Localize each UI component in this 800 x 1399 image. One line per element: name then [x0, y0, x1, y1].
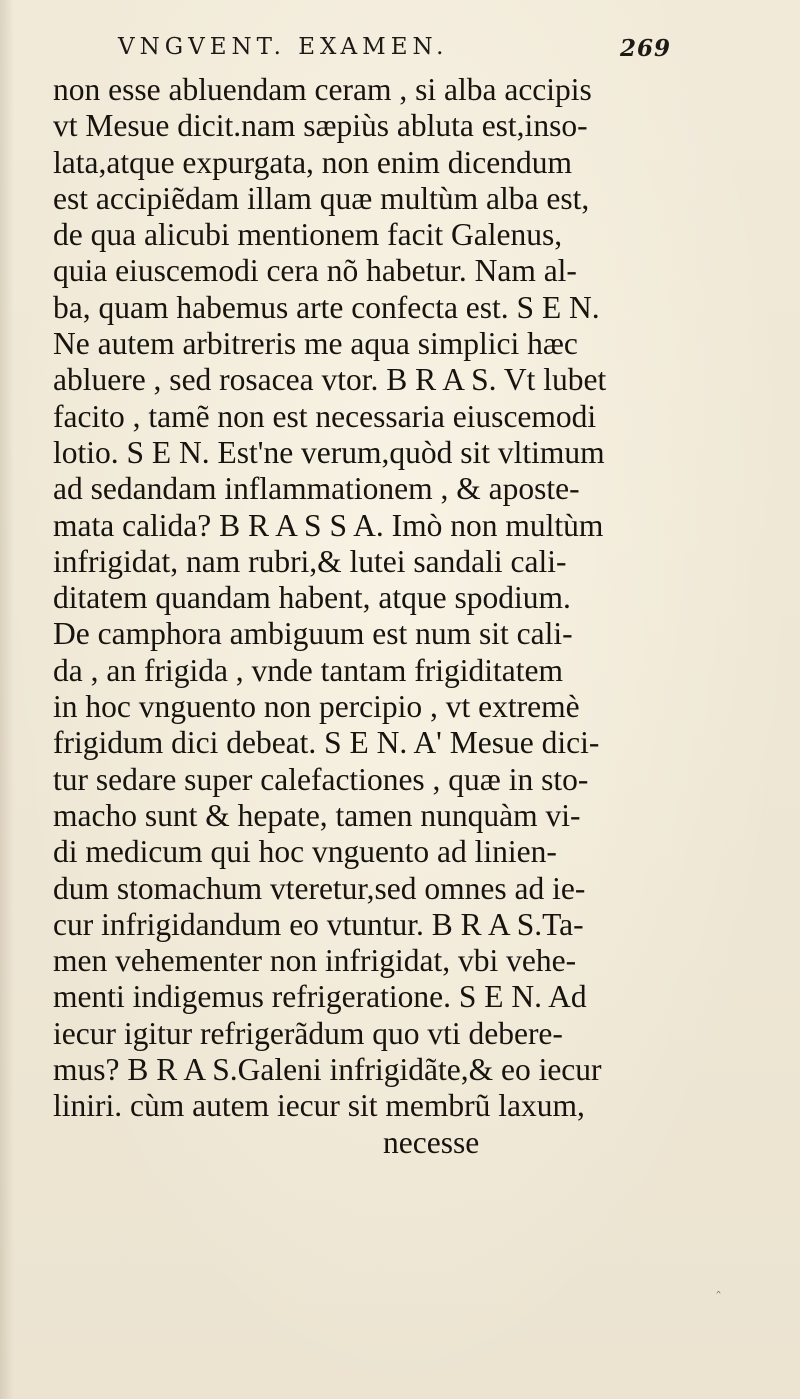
text-line: mus? B R A S.Galeni infrigidãte,& eo iecur	[53, 1052, 602, 1088]
text-line: Ne autem arbitreris me aqua simplici hæc	[53, 326, 578, 362]
text-line: est accipiẽdam illam quæ multùm alba est,	[53, 180, 590, 216]
text-line: menti indigemus refrigeratione. S E N. Ad	[53, 979, 587, 1015]
text-line: lata,atque expurgata, non enim dicendum	[53, 144, 572, 180]
text-line: dum stomachum vteretur,sed omnes ad ie-	[53, 870, 586, 906]
running-head	[118, 34, 678, 60]
text-line: in hoc vnguento non percipio , vt extremè	[53, 689, 580, 725]
text-line: lotio. S E N. Est'ne verum,quòd sit vltimum	[53, 434, 605, 470]
text-line: ad sedandam inflammationem , & aposte-	[53, 471, 580, 507]
text-line: ditatem quandam habent, atque spodium.	[53, 580, 571, 616]
bottom-mark: ˆ	[715, 1290, 722, 1306]
text-line: ba, quam habemus arte confecta est. S E N.	[53, 289, 600, 325]
text-line: macho sunt & hepate, tamen nunquàm vi-	[53, 797, 581, 833]
text-line: de qua alicubi mentionem facit Galenus,	[53, 217, 563, 253]
text-line: De camphora ambiguum est num sit cali-	[53, 616, 573, 652]
page-number: 269	[620, 35, 672, 62]
text-line: abluere , sed rosacea vtor. B R A S. Vt lubet	[53, 362, 607, 398]
text-line: liniri. cùm autem iecur sit membrũ laxum,	[53, 1088, 585, 1124]
text-line: vt Mesue dicit.nam sæpiùs abluta est,inso-	[53, 108, 588, 144]
text-line: facito , tamẽ non est necessaria eiuscemodi	[53, 398, 597, 434]
text-line: non esse abluendam ceram , si alba accipis	[53, 72, 592, 107]
text-line: infrigidat, nam rubri,& lutei sandali cali-	[53, 543, 567, 579]
text-line: quia eiuscemodi cera nõ habetur. Nam al-	[53, 253, 577, 289]
text-line: cur infrigidandum eo vtuntur. B R A S.Ta-	[53, 906, 584, 942]
text-line: di medicum qui hoc vnguento ad linien-	[53, 834, 557, 870]
body-text	[53, 72, 773, 1161]
catchword: necesse	[383, 1124, 480, 1160]
text-line: tur sedare super calefactiones , quæ in sto-	[53, 761, 589, 797]
text-line: da , an frigida , vnde tantam frigiditatem	[53, 652, 563, 688]
text-line: mata calida? B R A S S A. Imò non multùm	[53, 507, 604, 543]
text-line: iecur igitur refrigerãdum quo vti debere-	[53, 1015, 563, 1051]
running-head-title: VNGVENT. EXAMEN.	[118, 34, 449, 60]
text-line: men vehementer non infrigidat, vbi vehe-	[53, 943, 577, 979]
text-line: frigidum dici debeat. S E N. A' Mesue dici-	[53, 725, 600, 761]
